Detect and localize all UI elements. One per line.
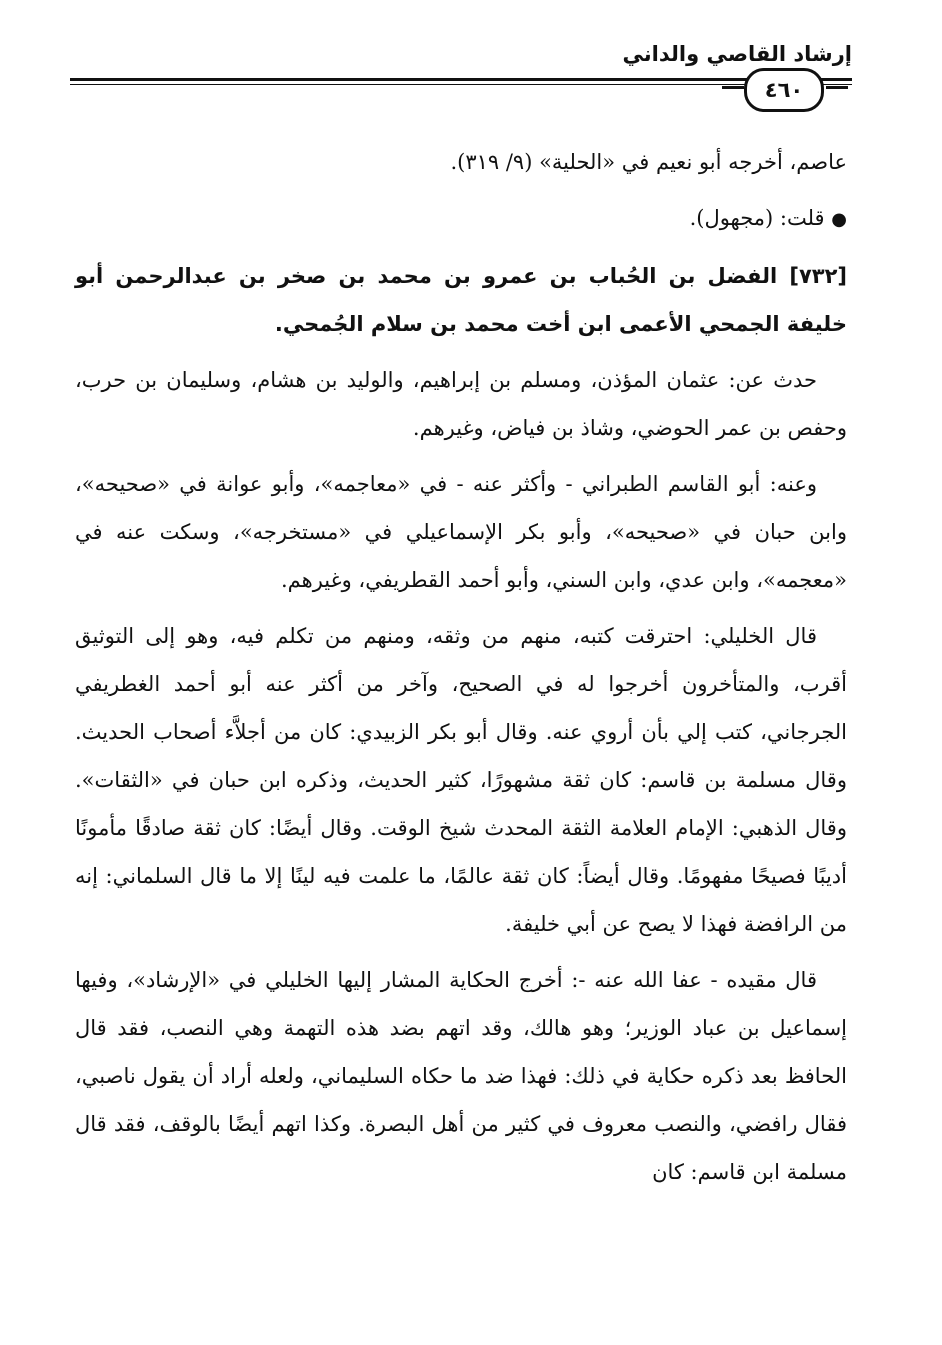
paragraph-teachers: حدث عن: عثمان المؤذن، ومسلم بن إبراهيم، والوليد بن هشام، وسليمان بن حرب، وحفص بن عمر الحوضي، وشاذ بن فياض، وغيرهم. <box>75 368 847 440</box>
running-title: إرشاد القاصي والداني <box>622 42 852 66</box>
page-number <box>744 68 824 112</box>
page-number-dash-left <box>722 86 744 89</box>
header-rule-thick <box>70 78 852 81</box>
note-text: قلت: (مجهول). <box>689 206 825 230</box>
paragraph-author-comment: قال مقيده - عفا الله عنه -: أخرج الحكاية المشار إليها الخليلي في «الإرشاد»، وفيها إسماعيل بن عباد الوزير؛ وهو هالك، وقد اتهم بضد هذه التهمة وهي النصب، فقد قال الحافظ بعد ذكره حكاية في ذلك: فهذا ضد ما حكاه السليماني، ولعله أراد أن يقول ناصبي، فقال رافضي، والنصب معروف في كثير من أهل البصرة. وكذا اتهم أيضًا بالوقف، فقد قال مسلمة ابن قاسم: كان <box>75 968 847 1184</box>
page-header <box>70 30 870 110</box>
page-number-text: ٤٦٠ <box>764 78 804 102</box>
note-line <box>75 194 847 244</box>
bullet-icon: ● <box>831 209 847 230</box>
paragraph-khalili: قال الخليلي: احترقت كتبه، منهم من وثقه، ومنهم من تكلم فيه، وهو إلى التوثيق أقرب، والمتأخرون أخرجوا له في الصحيح، وآخر من أكثر عنه أبو أحمد الغطريفي الجرجاني، كتب إلي بأن أروي عنه. وقال أبو بكر الزبيدي: كان من أجلاَّء أصحاب الحديث. وقال مسلمة بن قاسم: كان ثقة مشهورًا، كثير الحديث، وذكره ابن حبان في «الثقات». وقال الذهبي: الإمام العلامة الثقة المحدث شيخ الوقت. وقال أيضًا: كان ثقة صادقًا مأمونًا أديبًا فصيحًا مفهومًا. وقال أيضاً: كان ثقة عالمًا، ما علمت فيه لينًا إلا ما قال السلماني: إنه من الرافضة فهذا لا يصح عن أبي خليفة. <box>75 624 847 936</box>
intro-line: عاصم، أخرجه أبو نعيم في «الحلية» (٩/ ٣١٩). <box>450 150 847 174</box>
header-rule-thin <box>70 84 852 85</box>
page-number-dash-right <box>826 86 848 89</box>
page-body <box>75 138 847 1196</box>
entry-heading: [٧٣٢] الفضل بن الحُباب بن عمرو بن محمد بن صخر بن عبدالرحمن أبو خليفة الجمحي الأعمى ابن أخت محمد بن سلام الجُمحي. <box>75 264 847 336</box>
paragraph-students: وعنه: أبو القاسم الطبراني - وأكثر عنه - في «معاجمه»، وأبو عوانة في «صحيحه»، وابن حبان في «صحيحه»، وأبو بكر الإسماعيلي في «مستخرجه»، وسكت عنه في «معجمه»، وابن عدي، وابن السني، وأبو أحمد القطريفي، وغيرهم. <box>75 472 847 592</box>
